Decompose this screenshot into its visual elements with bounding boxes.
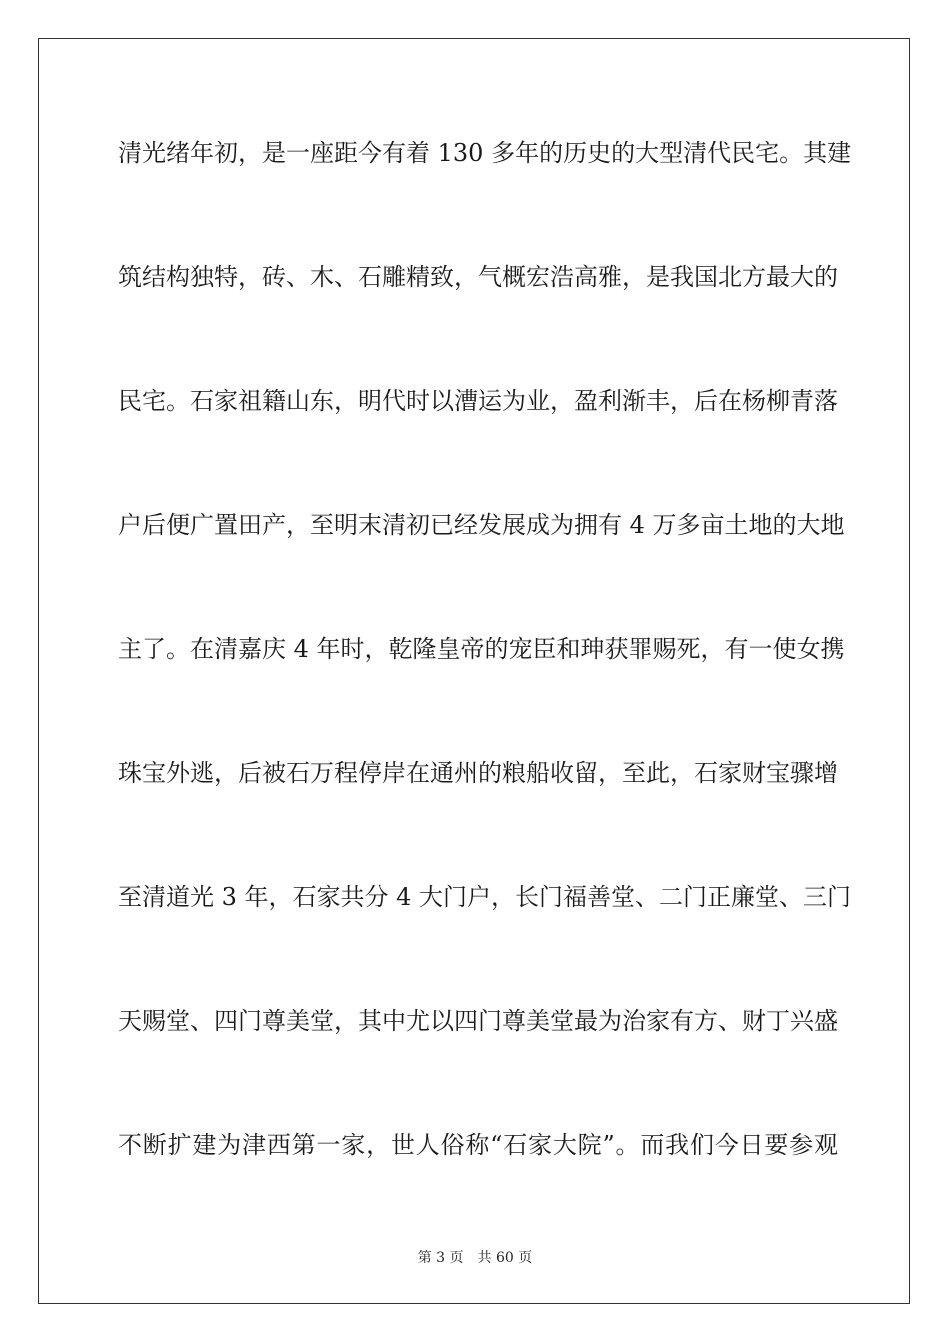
page-border xyxy=(38,38,910,1304)
page-footer xyxy=(0,1246,950,1270)
text-line: 清光绪年初，是一座距今有着 130 多年的历史的大型清代民宅。其建 xyxy=(118,139,852,167)
text-line: 至清道光 3 年，石家共分 4 大门户，长门福善堂、二门正廉堂、三门 xyxy=(118,883,852,911)
page-total: 共 60 页 xyxy=(477,1250,533,1266)
text-line: 户后便广置田产，至明末清初已经发展成为拥有 4 万多亩土地的大地 xyxy=(118,511,845,539)
text-line: 天赐堂、四门尊美堂，其中尤以四门尊美堂最为治家有方、财丁兴盛 xyxy=(118,1007,838,1035)
text-line: 不断扩建为津西第一家，世人俗称“石家大院”。而我们今日要参观 xyxy=(118,1131,838,1159)
text-line: 珠宝外逃，后被石万程停岸在通州的粮船收留，至此，石家财宝骤增 xyxy=(118,759,838,787)
text-line: 民宅。石家祖籍山东，明代时以漕运为业，盈利渐丰，后在杨柳青落 xyxy=(118,387,838,415)
text-line: 筑结构独特，砖、木、石雕精致，气概宏浩高雅，是我国北方最大的 xyxy=(118,263,838,291)
page-number: 第 3 页 xyxy=(417,1250,464,1266)
text-line: 主了。在清嘉庆 4 年时，乾隆皇帝的宠臣和珅获罪赐死，有一使女携 xyxy=(118,635,845,663)
